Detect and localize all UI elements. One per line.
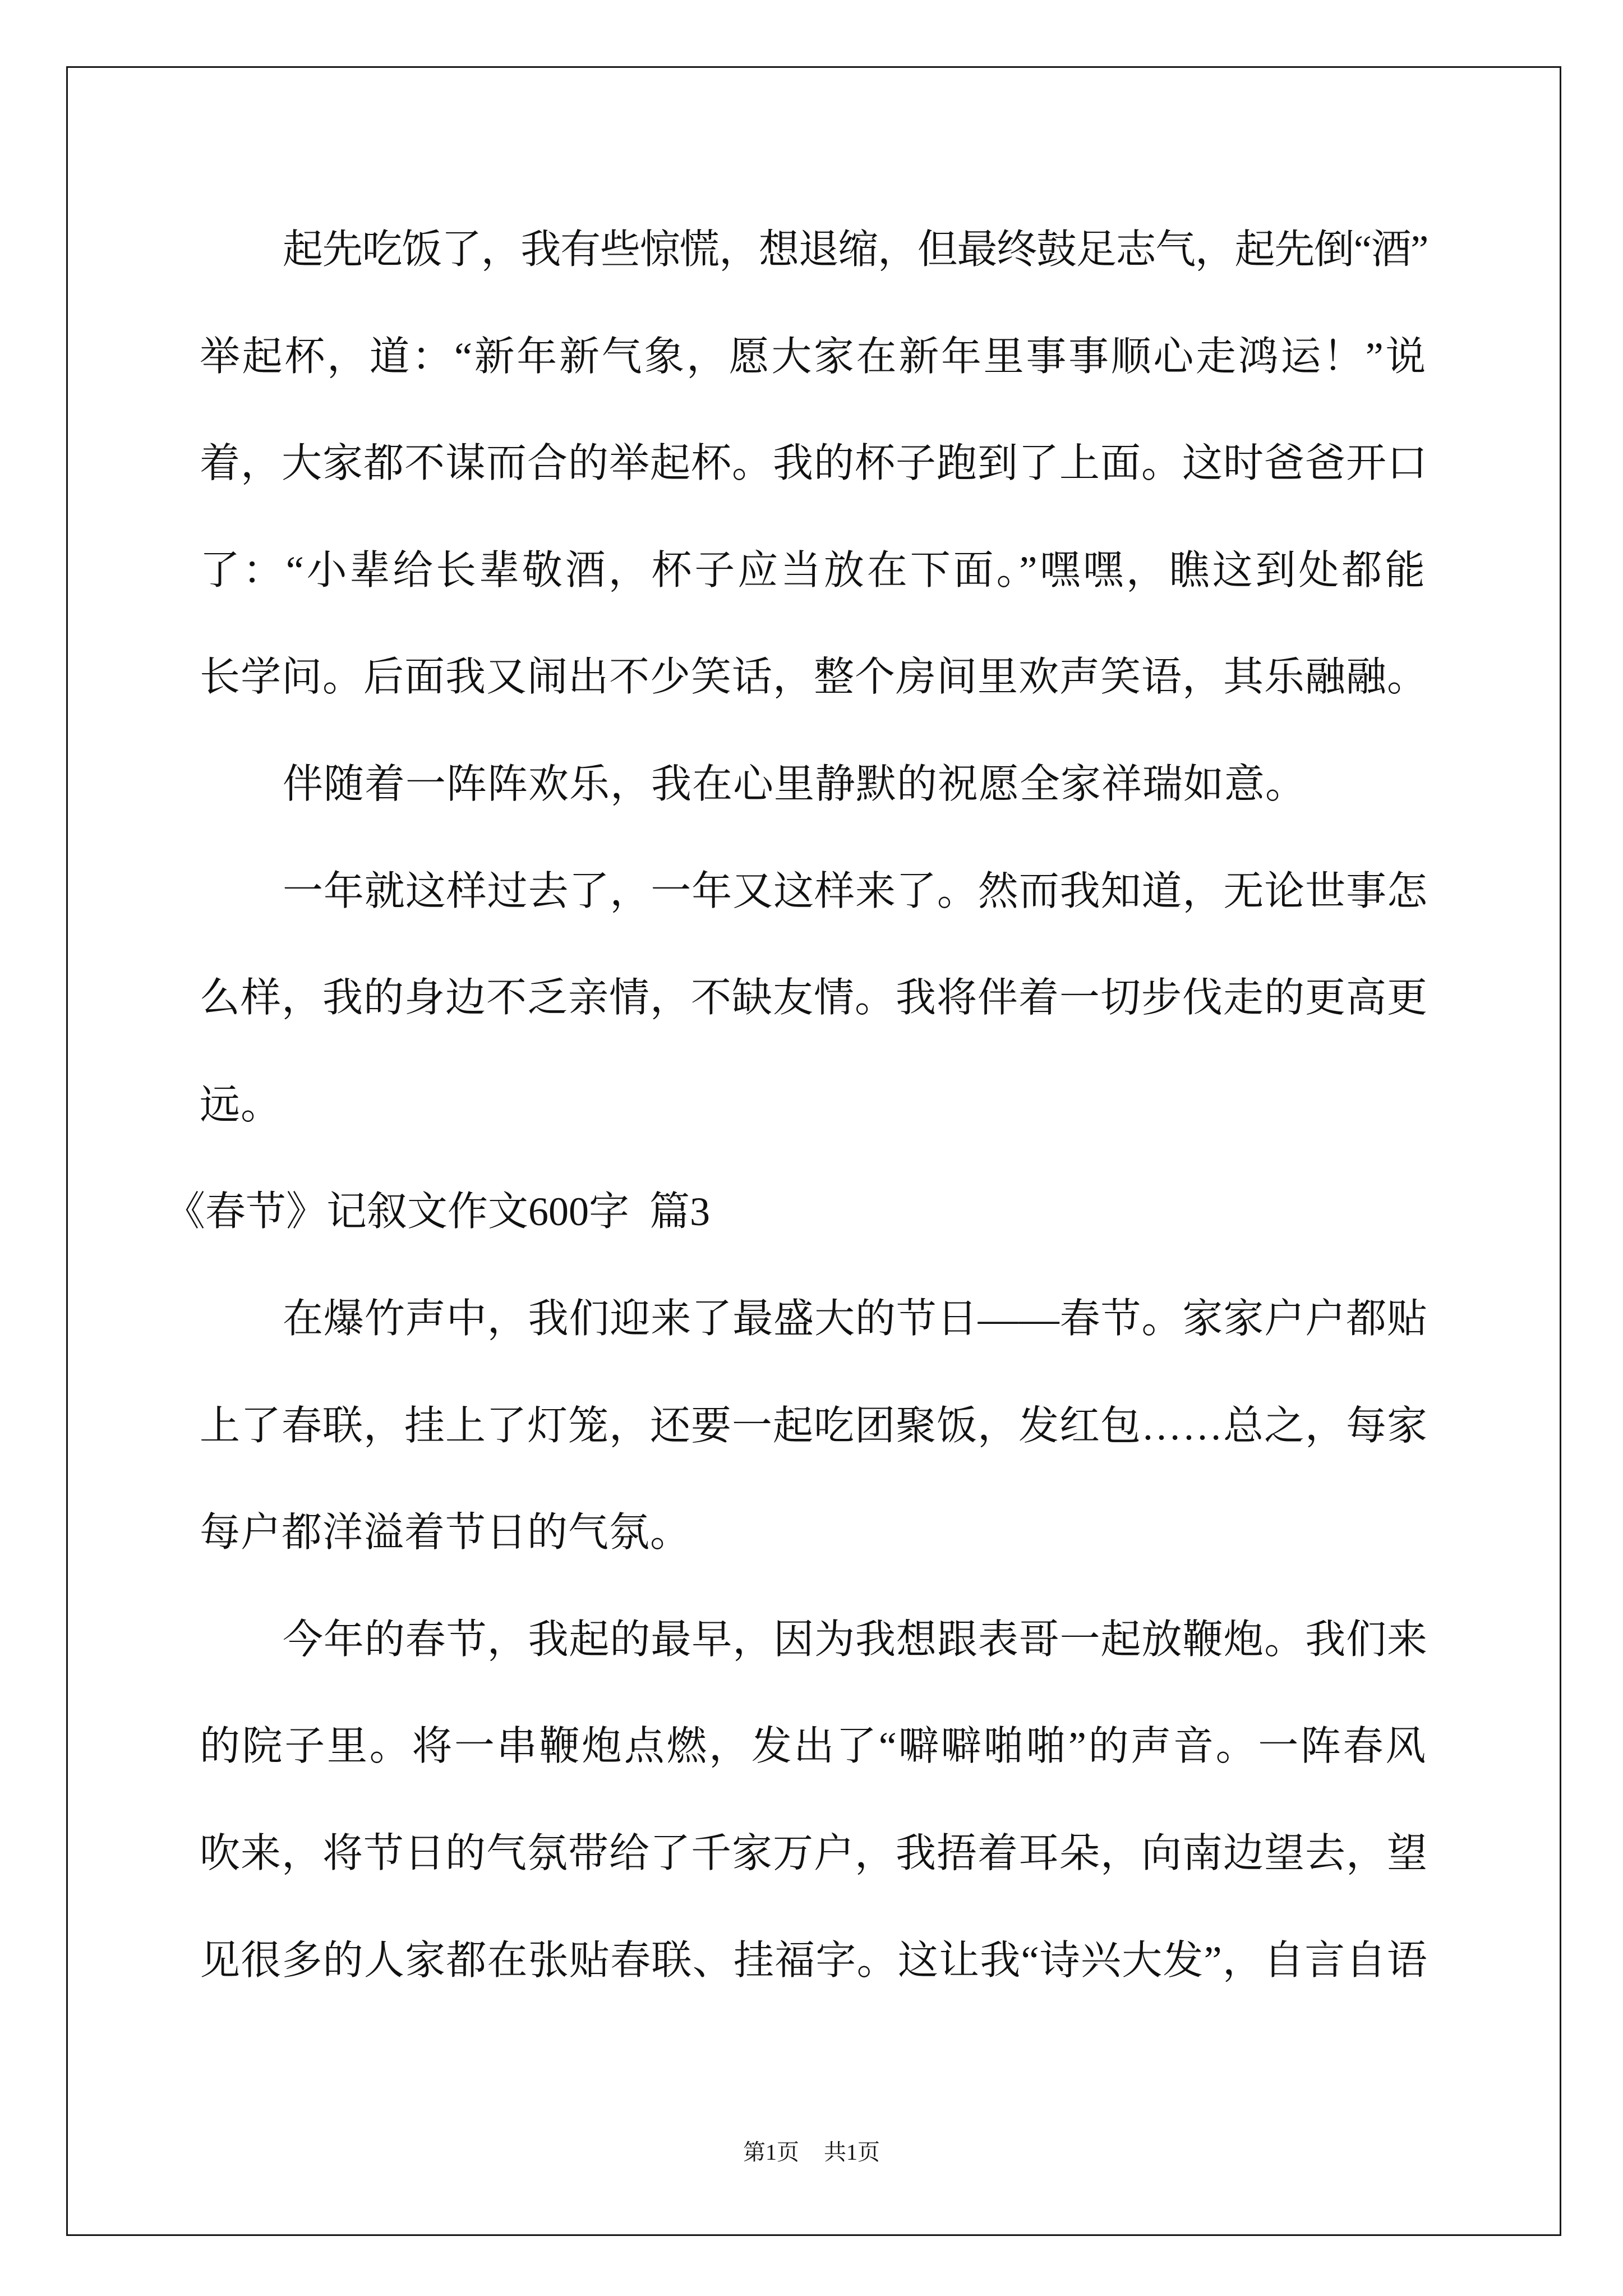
page-total: 共1页 xyxy=(824,2139,880,2165)
paragraph xyxy=(200,196,1428,731)
text-line: 今年的春节，我起的最早，因为我想跟表哥一起放鞭炮。我们来 xyxy=(283,1617,1428,1662)
paragraph xyxy=(200,1266,1428,1586)
text-line: 每户都洋溢着节日的气氛。 xyxy=(200,1510,691,1556)
text-line: 长学问。后面我又闹出不少笑话，整个房间里欢声笑语，其乐融融。 xyxy=(200,655,1428,700)
text-line: 伴随着一阵阵欢乐，我在心里静默的祝愿全家祥瑞如意。 xyxy=(283,761,1307,807)
text-line: 起先吃饭了，我有些惊慌，想退缩，但最终鼓足志气，起先倒“酒” xyxy=(283,227,1428,272)
text-line: 举起杯，道：“新年新气象，愿大家在新年里事事顺心走鸿运！”说 xyxy=(200,334,1428,379)
page-number: 第1页 xyxy=(743,2139,799,2165)
text-line: 一年就这样过去了，一年又这样来了。然而我知道，无论世事怎 xyxy=(283,868,1428,914)
text-line: 着，大家都不谋而合的举起杯。我的杯子跑到了上面。这时爸爸开口 xyxy=(200,441,1428,486)
text-line: 么样，我的身边不乏亲情，不缺友情。我将伴着一切步伐走的更高更 xyxy=(200,976,1428,1021)
text-line: 吹来，将节日的气氛带给了千家万户，我捂着耳朵，向南边望去，望 xyxy=(200,1830,1428,1876)
text-line: 在爆竹声中，我们迎来了最盛大的节日——春节。家家户户都贴 xyxy=(283,1296,1428,1341)
text-line: 的院子里。将一串鞭炮点燃，发出了“噼噼啪啪”的声音。一阵春风 xyxy=(200,1724,1428,1769)
text-line: 了：“小辈给长辈敬酒，杯子应当放在下面。”嘿嘿，瞧这到处都能 xyxy=(200,547,1428,593)
section-heading: 《春节》记叙文作文600字 篇3 xyxy=(165,1189,711,1235)
text-line: 见很多的人家都在张贴春联、挂福字。这让我“诗兴大发”，自言自语 xyxy=(200,1938,1428,1983)
paragraph xyxy=(200,838,1428,1159)
text-line: 远。 xyxy=(200,1082,282,1128)
document-body xyxy=(165,196,1428,2014)
paragraph xyxy=(200,1586,1428,2014)
paragraph xyxy=(200,731,1428,838)
text-line: 上了春联，挂上了灯笼，还要一起吃团聚饭，发红包……总之，每家 xyxy=(200,1403,1428,1448)
page-footer xyxy=(0,2137,1623,2168)
